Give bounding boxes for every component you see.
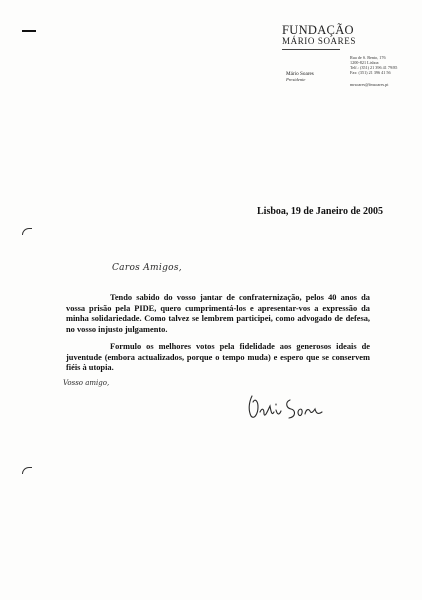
letter-date: Lisboa, 19 de Janeiro de 2005 bbox=[257, 206, 383, 217]
handwritten-greeting: Caros Amigos, bbox=[112, 263, 182, 273]
letter-paragraph-2: Formulo os melhores votos pela fidelidade aos generosos ideais de juventude (embora actualizados, porque o tempo muda) e espero que se conservem fiéis à utopia. bbox=[66, 342, 370, 373]
punch-hole-mark bbox=[22, 228, 32, 235]
letterhead-org-line2: MÁRIO SOARES bbox=[282, 36, 356, 46]
letterhead-contacts: Telf.: (351) 21 396 41 79/85 Fax: (351) 21 396 41 56 bbox=[350, 65, 398, 76]
handwritten-signature bbox=[246, 392, 326, 424]
letterhead-signatory-role: Presidente bbox=[286, 77, 306, 82]
handwritten-closing: Vosso amigo, bbox=[63, 379, 110, 387]
letterhead-signatory-name: Mário Soares bbox=[286, 71, 314, 77]
punch-hole-mark bbox=[22, 467, 32, 474]
letterhead-org-line1: FUNDAÇÃO bbox=[282, 23, 354, 37]
letterhead-rule bbox=[282, 49, 340, 50]
letter-paragraph-1: Tendo sabido do vosso jantar de confraternização, pelos 40 anos da vossa prisão pela PIDE, quero cumprimentá-los e apresentar-vos a expressão da minha solidariedade. Como talvez se lembrem participei, como advogado de defesa, no vosso injusto julgamento. bbox=[66, 293, 370, 335]
edge-mark bbox=[22, 30, 36, 32]
letterhead-email: mrsoares@fmsoares.pt bbox=[350, 82, 389, 87]
letterhead-address: Rua de S. Bento, 176 1200-821 Lisboa bbox=[350, 55, 386, 66]
